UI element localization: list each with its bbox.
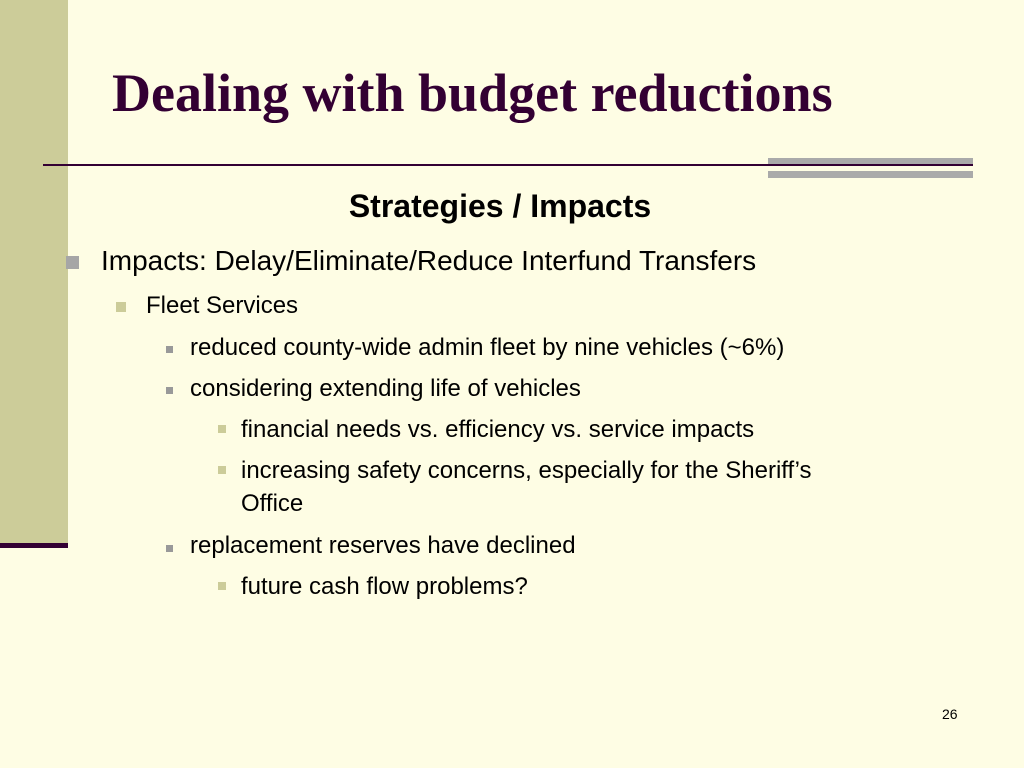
page-number: 26	[942, 706, 958, 722]
bullet-item-financial-needs: financial needs vs. efficiency vs. service impacts	[241, 416, 755, 443]
square-bullet-icon	[218, 425, 226, 433]
square-bullet-icon	[166, 545, 173, 552]
left-accent-band	[0, 0, 68, 545]
bullet-item-impacts: Impacts: Delay/Eliminate/Reduce Interfund Transfers	[101, 245, 757, 276]
bullet-item-extending-life: considering extending life of vehicles	[190, 375, 581, 402]
square-bullet-icon	[218, 582, 226, 590]
slide-title: Dealing with budget reductions	[112, 63, 833, 123]
square-bullet-icon	[66, 256, 79, 269]
title-divider-line	[43, 164, 973, 166]
slide-subtitle: Strategies / Impacts	[348, 188, 652, 224]
bullet-item-replacement-reserves: replacement reserves have declined	[190, 532, 576, 559]
divider-accent-bar-top	[768, 158, 973, 164]
divider-accent-bar-bottom	[768, 171, 973, 178]
square-bullet-icon	[166, 346, 173, 353]
left-accent-rule	[0, 543, 68, 548]
bullet-item-reduced-fleet: reduced county-wide admin fleet by nine vehicles (~6%)	[190, 334, 785, 361]
square-bullet-icon	[218, 466, 226, 474]
square-bullet-icon	[116, 302, 126, 312]
bullet-item-fleet-services: Fleet Services	[146, 292, 299, 319]
bullet-item-cash-flow: future cash flow problems?	[241, 573, 528, 600]
bullet-item-safety-concerns-continuation: Office	[241, 490, 304, 517]
bullet-item-safety-concerns: increasing safety concerns, especially for the Sheriff’s	[241, 457, 812, 484]
square-bullet-icon	[166, 387, 173, 394]
